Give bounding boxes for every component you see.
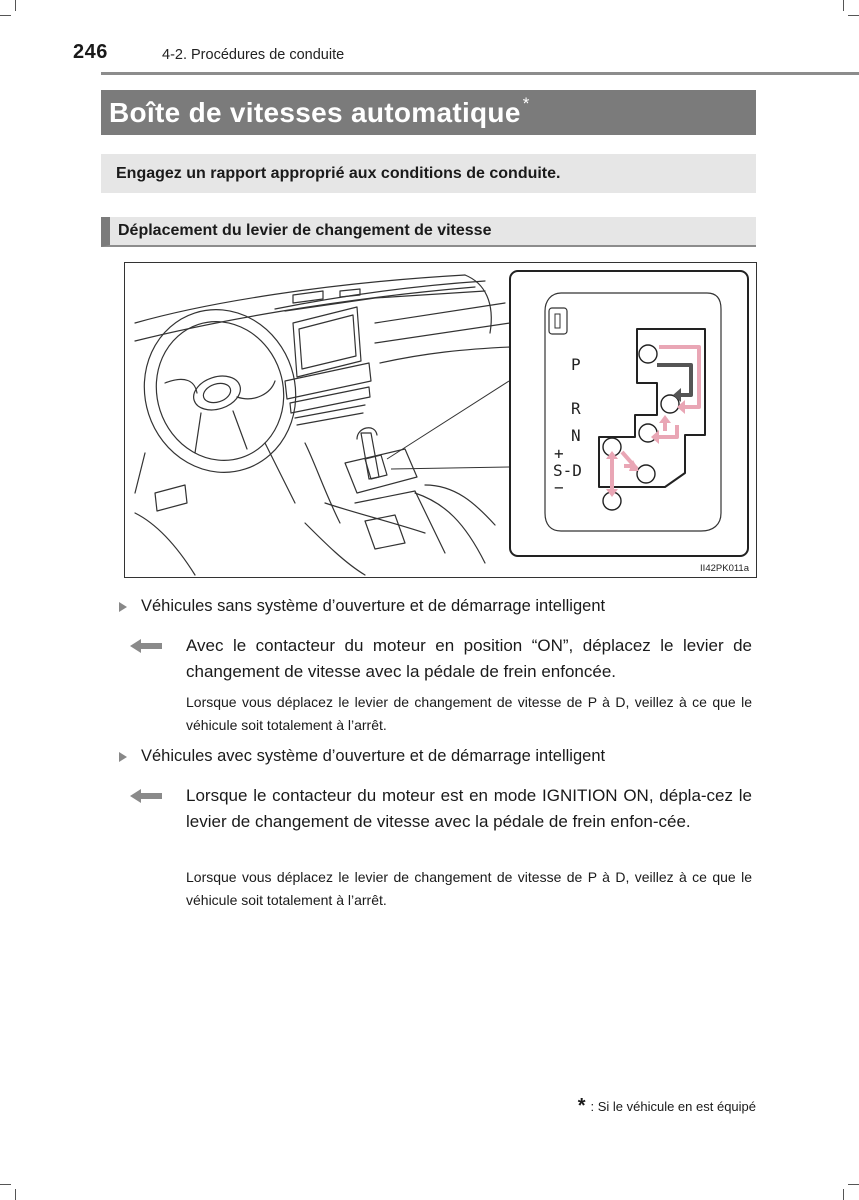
- footnote: [578, 1095, 756, 1118]
- note-text: Lorsque vous déplacez le levier de changement de vitesse de P à D, veillez à ce que le véhicule soit totalement à l’arrêt.: [186, 869, 752, 908]
- shift-label-sd: S-D: [553, 461, 582, 480]
- step-text: Lorsque le contacteur du moteur est en mode IGNITION ON, dépla-cez le levier de changement de vitesse avec la pédale de frein enfon-cée.: [186, 786, 752, 831]
- crop-mark: [0, 1184, 11, 1185]
- step-text: Avec le contacteur du moteur en position “ON”, déplacez le levier de changement de vitesse avec la pédale de frein enfoncée.: [186, 636, 752, 681]
- shift-label-minus: −: [554, 478, 564, 497]
- bullet-item: [119, 597, 605, 616]
- step-arrow-icon: [130, 638, 162, 654]
- title-footnote-mark: *: [522, 94, 530, 113]
- crop-mark: [848, 1184, 859, 1185]
- cockpit-illustration: [125, 263, 756, 577]
- sub-heading: Déplacement du levier de changement de vitesse: [101, 217, 756, 247]
- page-title: Boîte de vitesses automatique: [109, 96, 521, 128]
- shift-lever-figure: [124, 262, 757, 578]
- crop-mark: [843, 0, 844, 11]
- bullet-item: [119, 747, 605, 766]
- triangle-bullet-icon: [119, 602, 127, 612]
- shift-label-r: R: [571, 399, 581, 418]
- page-title-bar: [101, 90, 756, 135]
- crop-mark: [848, 15, 859, 16]
- crop-mark: [0, 15, 11, 16]
- triangle-bullet-icon: [119, 752, 127, 762]
- intro-text: Engagez un rapport approprié aux conditions de conduite.: [101, 154, 756, 193]
- shift-label-p: P: [571, 355, 581, 374]
- crop-mark: [15, 0, 16, 11]
- footnote-mark: *: [577, 1095, 586, 1117]
- figure-code: II42PK011a: [700, 563, 749, 574]
- page-number: 246: [73, 41, 108, 63]
- shift-label-plus: +: [554, 444, 564, 463]
- footnote-text: : Si le véhicule en est équipé: [590, 1099, 756, 1114]
- crop-mark: [843, 1189, 844, 1200]
- section-reference: 4-2. Procédures de conduite: [162, 47, 345, 63]
- note-text: Lorsque vous déplacez le levier de changement de vitesse de P à D, veillez à ce que le véhicule soit totalement à l’arrêt.: [186, 694, 752, 733]
- header-rule: [101, 72, 859, 75]
- shift-label-n: N: [571, 426, 581, 445]
- bullet-text: Véhicules sans système d’ouverture et de démarrage intelligent: [141, 597, 606, 615]
- bullet-text: Véhicules avec système d’ouverture et de démarrage intelligent: [141, 747, 606, 765]
- step-arrow-icon: [130, 788, 162, 804]
- crop-mark: [15, 1189, 16, 1200]
